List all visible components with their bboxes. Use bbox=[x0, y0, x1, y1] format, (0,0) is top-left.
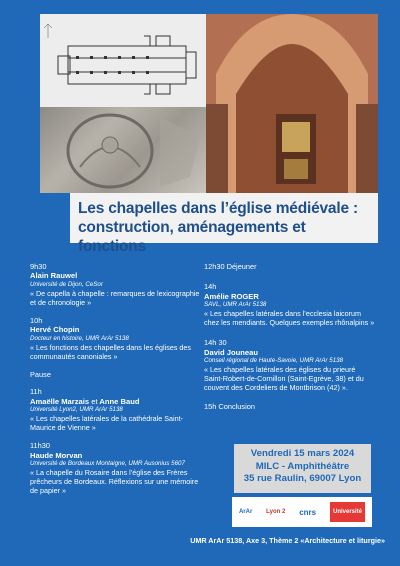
event-date: Vendredi 15 mars 2024 bbox=[250, 448, 355, 459]
speaker-name: Amélie ROGER bbox=[204, 291, 259, 301]
lunch-label: 12h30 Déjeuner bbox=[204, 262, 257, 271]
session-time: 11h30 bbox=[30, 441, 51, 451]
speaker-affiliation: Université de Bordeaux Montaigne, UMR Ausonius 5607 bbox=[30, 459, 185, 467]
talk-title: « La chapelle du Rosaire dans l’église des Frères prêcheurs de Bordeaux. Réflexions sur une mémoire de papier » bbox=[30, 467, 199, 496]
speaker-affiliation: Université de Dijon, CeSor bbox=[30, 280, 103, 288]
session-item bbox=[30, 316, 202, 361]
speaker-affiliation: Docteur en histoire, UMR ArAr 5138 bbox=[30, 334, 129, 342]
conclusion-label: 15h Conclusion bbox=[204, 401, 255, 411]
session-item bbox=[204, 338, 376, 392]
event-place: MILC - Amphithéâtre bbox=[255, 460, 350, 472]
university-logo: Université bbox=[330, 502, 365, 522]
speaker-name: Amaëlle Marzais bbox=[30, 396, 90, 406]
carved-stone-relief-image bbox=[40, 107, 206, 193]
pause-label: Pause bbox=[30, 370, 51, 379]
session-time: 9h30 bbox=[30, 262, 47, 271]
speaker-name: David Jouneau bbox=[204, 347, 259, 357]
speaker-affiliation: SAVL, UMR ArAr 5138 bbox=[204, 300, 267, 308]
speaker-name: Haude Morvan bbox=[30, 450, 83, 460]
footer-text: UMR ArAr 5138, Axe 3, Thème 2 «Architecture et liturgie» bbox=[190, 536, 385, 545]
session-item bbox=[30, 262, 202, 307]
talk-title: « De capella à chapelle : remarques de lexicographie et de chronologie » bbox=[30, 288, 200, 307]
event-info-box bbox=[234, 444, 371, 493]
session-time: 10h bbox=[30, 316, 43, 325]
church-floor-plan-image bbox=[40, 14, 206, 107]
partner-logos bbox=[232, 497, 372, 527]
speaker-names bbox=[30, 397, 202, 406]
event-address: 35 rue Raulin, 69007 Lyon bbox=[243, 473, 362, 484]
program-right-column bbox=[204, 262, 376, 411]
session-item bbox=[30, 441, 202, 495]
session-item bbox=[204, 282, 376, 327]
page-title: Les chapelles dans l’église médiévale : construction, aménagements et fonctions bbox=[78, 200, 358, 255]
speaker-name-2: Anne Baud bbox=[99, 396, 140, 406]
program-left-column bbox=[30, 262, 202, 496]
speaker-name: Hervé Chopin bbox=[30, 325, 80, 335]
cnrs-logo: cnrs bbox=[299, 507, 317, 517]
session-time: 14h 30 bbox=[204, 338, 227, 348]
talk-title: « Les fonctions des chapelles dans les églises des communautés canoniales » bbox=[30, 342, 192, 361]
church-interior-chapel-image bbox=[206, 14, 378, 193]
speaker-connector: et bbox=[91, 396, 98, 406]
talk-title: « Les chapelles latérales des églises du prieuré Saint-Robert-de-Cornillon (Saint-Egrève, 38) et du couvent des Cordeliers de Montbrison (42) ». bbox=[204, 364, 364, 393]
talk-title: « Les chapelles latérales dans l’ecclesia laicorum chez les mendiants. Quelques exemples rhônalpins » bbox=[204, 308, 375, 328]
lyon2-logo: Lyon 2 bbox=[266, 509, 286, 515]
session-time: 11h bbox=[30, 387, 42, 397]
talk-title: « Les chapelles latérales de la cathédrale Saint-Maurice de Vienne » bbox=[30, 413, 184, 433]
session-time: 14h bbox=[204, 282, 217, 292]
speaker-name: Alain Rauwel bbox=[30, 271, 78, 281]
session-item bbox=[30, 387, 202, 432]
speaker-affiliation: Université Lyon2, UMR ArAr 5138 bbox=[30, 405, 123, 413]
arar-logo: ArAr bbox=[238, 509, 253, 515]
speaker-affiliation: Conseil régional de Haute-Savoie, UMR ArAr 5138 bbox=[204, 356, 344, 364]
